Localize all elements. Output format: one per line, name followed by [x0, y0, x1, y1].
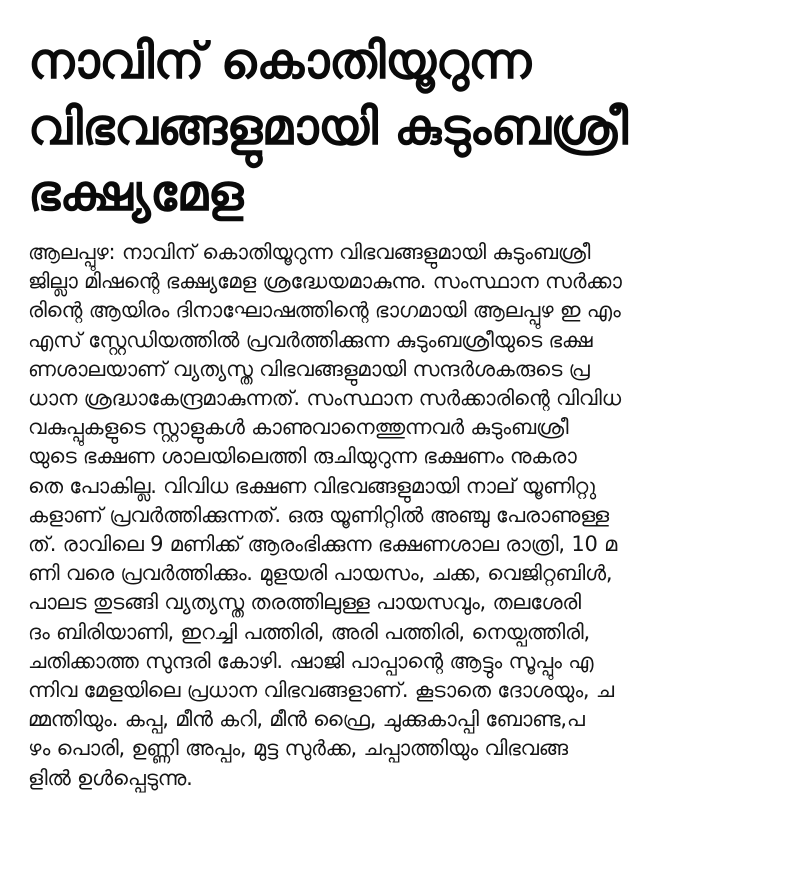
- body-line: ണി വരെ പ്രവർത്തിക്കും. മുളയരി പായസം, ചക്ക, വെജിറ്റബിൾ,: [28, 561, 613, 586]
- headline-line: നാവിന് കൊതിയൂറുന്ന: [28, 32, 531, 90]
- body-line: രിന്റെ ആയിരം ദിനാഘോഷത്തിന്റെ ഭാഗമായി ആലപ്പുഴ ഇ എം: [28, 298, 621, 323]
- body-line: കളാണ് പ്രവർത്തിക്കുന്നത്. ഒരു യൂണിറ്റിൽ അഞ്ചു പേരാണുള്ള: [28, 502, 609, 527]
- headline-line: വിഭവങ്ങളുമായി കുടുംബശ്രീ: [28, 98, 628, 156]
- headline: [28, 28, 774, 226]
- body-line: ധാന ശ്രദ്ധാകേന്ദ്രമാകുന്നത്. സംസ്ഥാന സർക്കാരിന്റെ വിവിധ: [28, 386, 621, 411]
- body-line: ചതിക്കാത്ത സുന്ദരി കോഴി. ഷാജി പാപ്പാന്റെ ആട്ടും സൂപ്പും എ: [28, 648, 594, 673]
- body-line: ദം ബിരിയാണി, ഇറച്ചി പത്തിരി, അരി പത്തിരി, നെയ്പത്തിരി,: [28, 619, 590, 644]
- body-line: ണശാലയാണ് വ്യത്യസ്ത വിഭവങ്ങളുമായി സന്ദർശകരുടെ പ്ര: [28, 356, 590, 381]
- headline-line: ഭക്ഷ്യമേള: [28, 164, 243, 222]
- body-line: പാലട തുടങ്ങി വ്യത്യസ്ത തരത്തിലുള്ള പായസവും, തലശേരി: [28, 590, 581, 615]
- body-line: ളിൽ ഉൾപ്പെടുന്നു.: [28, 765, 193, 790]
- body-line: വകുപ്പുകളുടെ സ്റ്റാളുകൾ കാണുവാനെത്തുന്നവർ കുടുംബശ്രീ: [28, 415, 569, 440]
- body-line: എസ് സ്റ്റേഡിയത്തിൽ പ്രവർത്തിക്കുന്ന കുടുംബശ്രീയുടെ ഭക്ഷ: [28, 327, 593, 352]
- body-line: മ്മന്തിയും. കപ്പ, മീൻ കറി, മീൻ ഫ്രൈ, ചുക്കുകാപ്പി ബോണ്ട,പ: [28, 707, 585, 732]
- article-body: [28, 238, 774, 793]
- body-line: ജില്ലാ മിഷന്റെ ഭക്ഷ്യമേള ശ്രദ്ധേയമാകുന്നു. സംസ്ഥാന സർക്കാ: [28, 269, 622, 294]
- body-line: ന്നിവ മേളയിലെ പ്രധാന വിഭവങ്ങളാണ്. കൂടാതെ ദോശയും, ച: [28, 678, 614, 703]
- body-line: യുടെ ഭക്ഷണ ശാലയിലെത്തി രുചിയുറുന്ന ഭക്ഷണം നുകരാ: [28, 444, 577, 469]
- body-line: തെ പോകില്ല. വിവിധ ഭക്ഷണ വിഭവങ്ങളുമായി നാല് യൂണിറ്റു: [28, 473, 597, 498]
- body-line: ആലപ്പുഴ: നാവിന് കൊതിയൂറുന്ന വിഭവങ്ങളുമായി കുടുംബശ്രീ: [28, 240, 591, 264]
- body-line: ഴം പൊരി, ഉണ്ണി അപ്പം, മുട്ട സുർക്ക, ചപ്പാത്തിയും വിഭവങ്ങ: [28, 736, 568, 761]
- body-line: ത്. രാവിലെ 9 മണിക്ക് ആരംഭിക്കുന്ന ഭക്ഷണശാല രാത്രി, 10 മ: [28, 532, 618, 557]
